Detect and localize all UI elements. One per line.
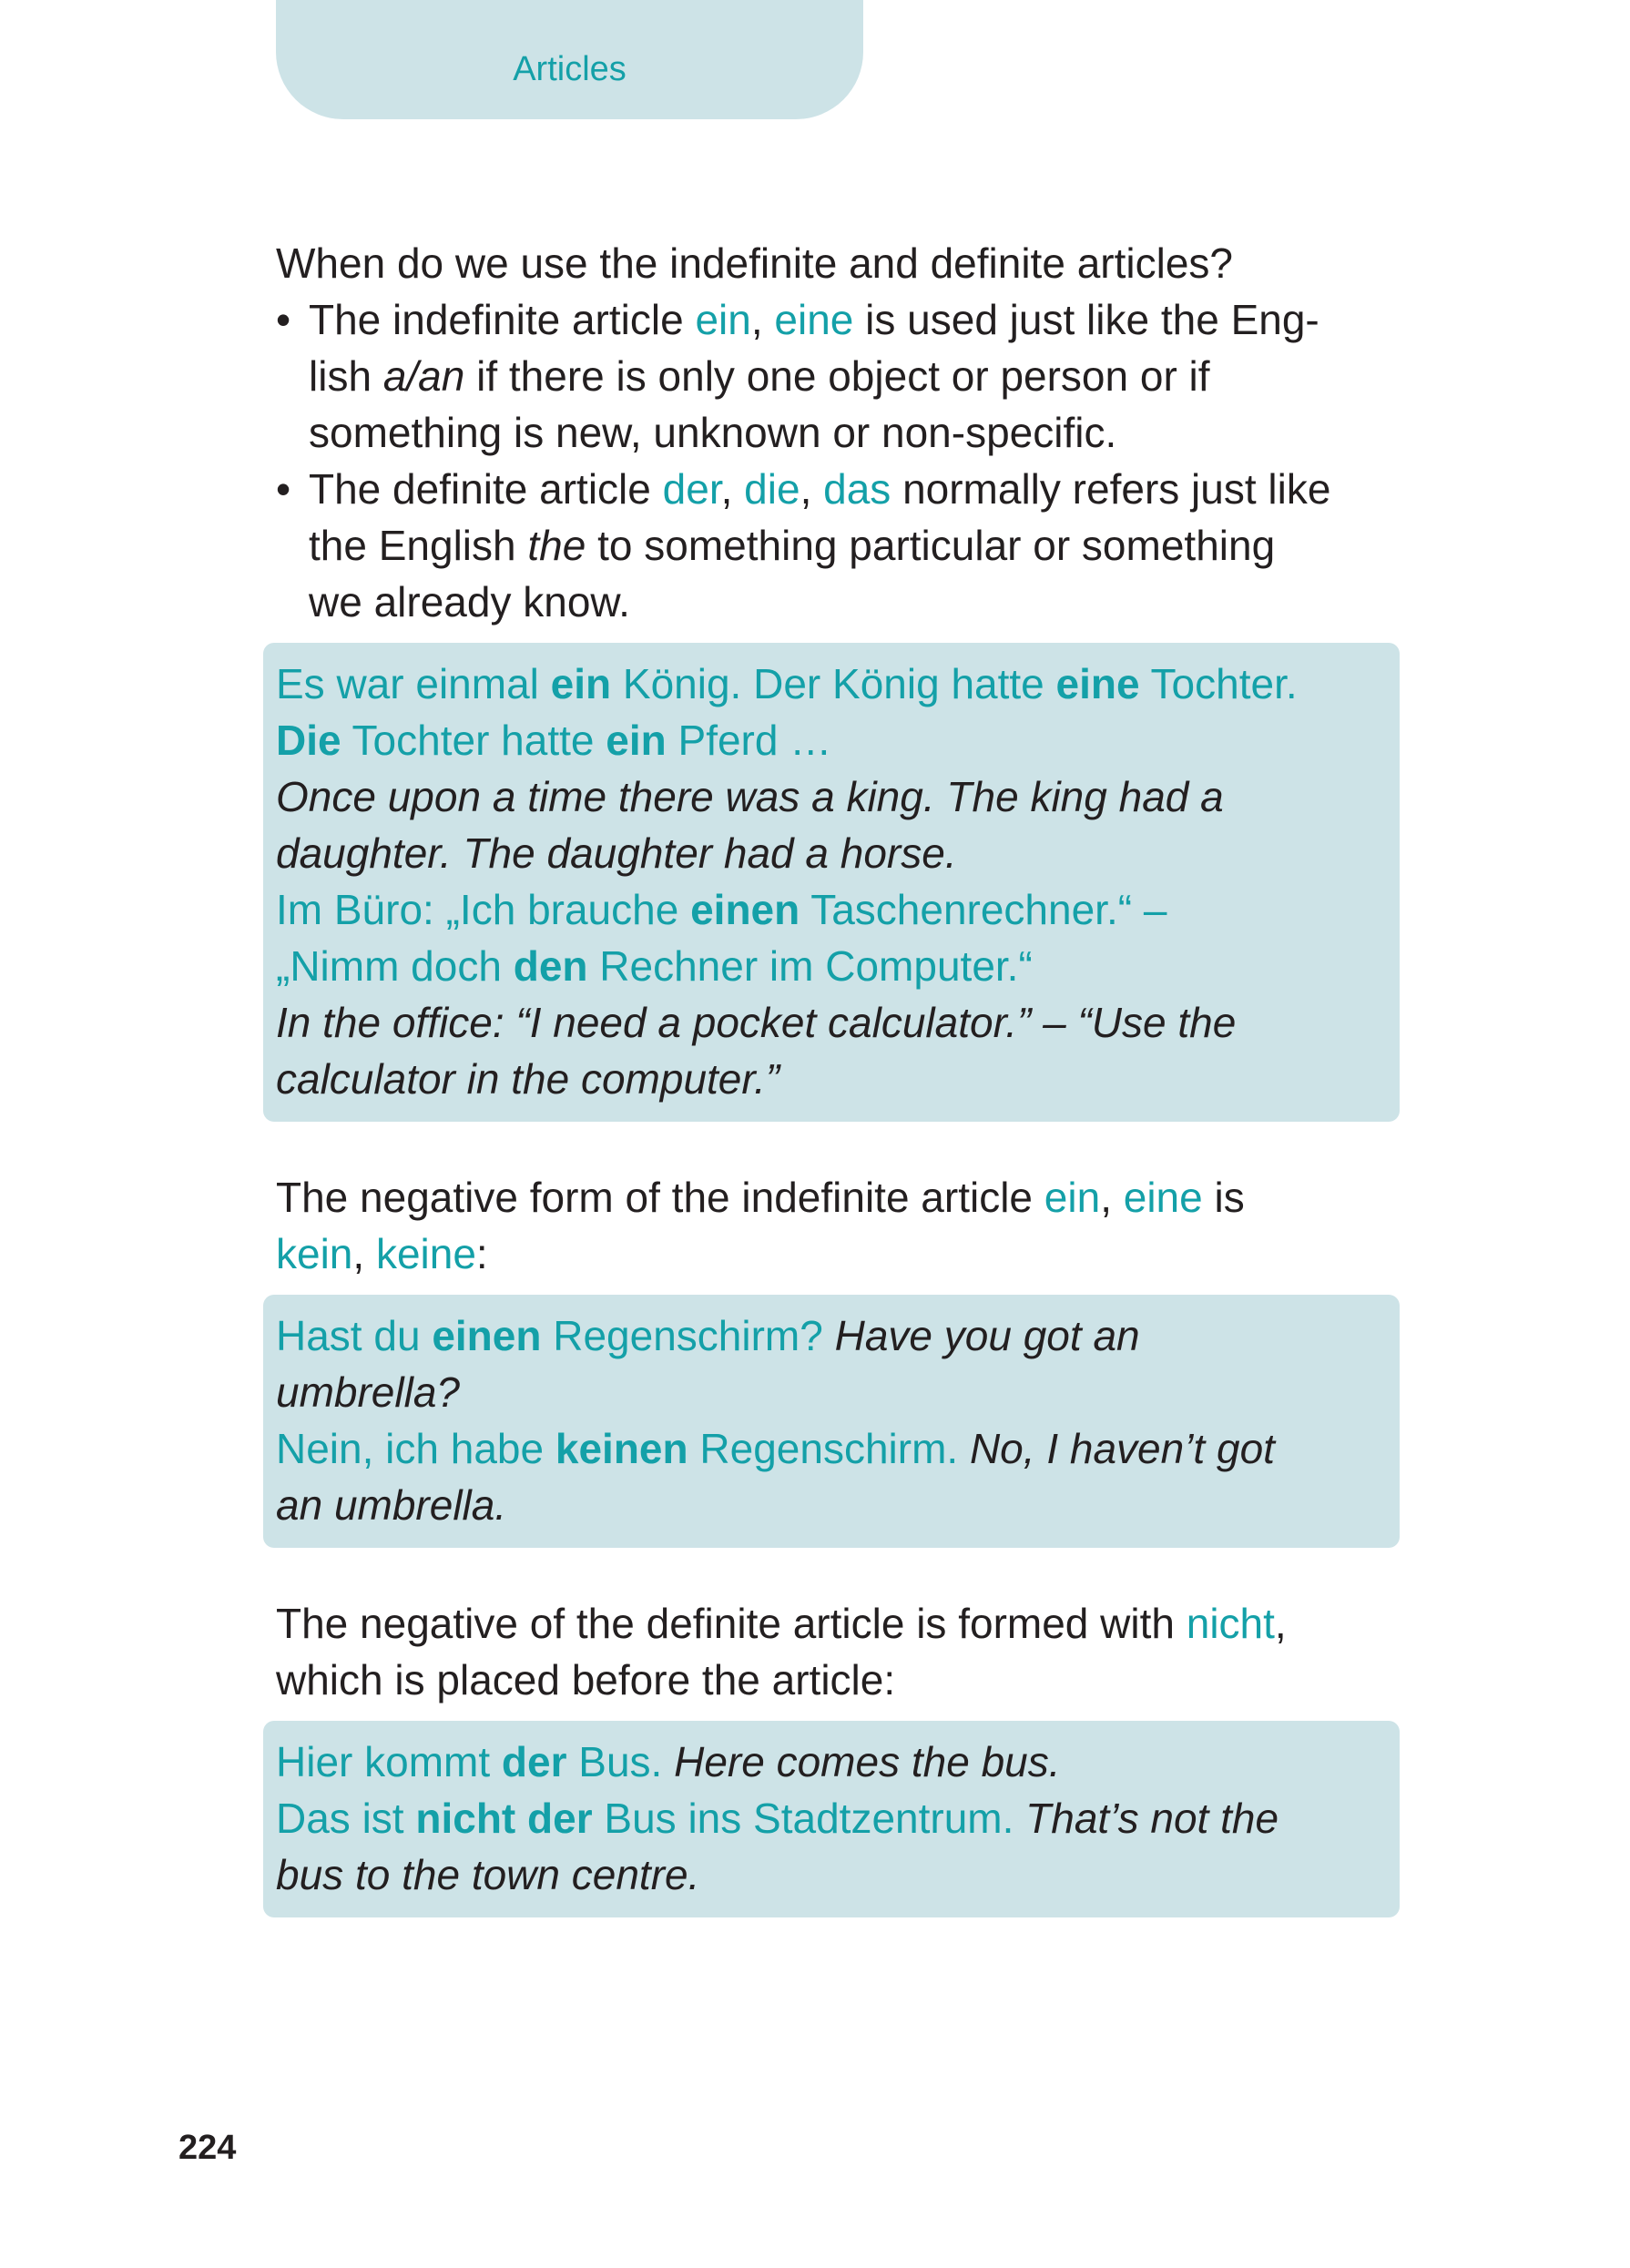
- german-term: eine: [1123, 1174, 1203, 1221]
- separator: ,: [352, 1230, 376, 1277]
- example-box-kein: [263, 1295, 1400, 1548]
- german-text: Regenschirm.: [688, 1425, 959, 1472]
- separator: ,: [720, 465, 745, 513]
- german-article: ein: [606, 717, 667, 764]
- bullet-text: the English: [309, 522, 528, 569]
- intro-question: When do we use the indefinite and definite articles?: [276, 239, 1233, 287]
- example-line-german: [276, 881, 1387, 938]
- german-text: König. Der König hatte: [611, 660, 1056, 707]
- page-number: 224: [178, 2129, 237, 2167]
- german-text: Hier kommt: [276, 1738, 502, 1785]
- para-text: is: [1202, 1174, 1245, 1221]
- german-term: eine: [774, 296, 854, 343]
- example-box-articles: [263, 643, 1400, 1122]
- example-line-english: bus to the town centre.: [276, 1851, 700, 1898]
- separator: ,: [750, 296, 775, 343]
- english-text: No, I haven’t got: [958, 1425, 1275, 1472]
- german-article: Die: [276, 717, 341, 764]
- german-term: nicht: [1186, 1600, 1275, 1647]
- german-term: der: [662, 465, 721, 513]
- german-text: Bus.: [566, 1738, 663, 1785]
- german-article: keinen: [555, 1425, 688, 1472]
- english-text: That’s not the: [1014, 1795, 1279, 1842]
- negative-definite-explanation: [276, 1595, 1405, 1708]
- german-text: Regenschirm?: [541, 1312, 823, 1359]
- english-term: a/an: [382, 352, 465, 400]
- german-text: Es war einmal: [276, 660, 551, 707]
- para-text: ,: [1274, 1600, 1287, 1647]
- example-line: [276, 1790, 1387, 1846]
- german-text: Taschenrechner.“ –: [800, 886, 1167, 933]
- bullet-text: if there is only one object or person or if: [464, 352, 1210, 400]
- german-text: Bus ins Stadtzentrum.: [592, 1795, 1014, 1842]
- german-term: das: [823, 465, 891, 513]
- german-term: ein: [1044, 1174, 1101, 1221]
- section-tab-label: Articles: [513, 50, 627, 88]
- example-box-nicht: [263, 1721, 1400, 1917]
- german-article: eine: [1055, 660, 1140, 707]
- example-line-english: an umbrella.: [276, 1481, 507, 1529]
- example-line-english: calculator in the computer.”: [276, 1055, 780, 1103]
- bullet-text: The definite article: [309, 465, 663, 513]
- example-line-english: daughter. The daughter had a horse.: [276, 829, 957, 877]
- german-text: Tochter hatte: [341, 717, 606, 764]
- para-text: :: [475, 1230, 488, 1277]
- english-text: Here comes the bus.: [662, 1738, 1061, 1785]
- para-text: which is placed before the article:: [276, 1656, 896, 1704]
- section-tab: [276, 0, 863, 119]
- english-term: the: [527, 522, 586, 569]
- para-text: The negative of the definite article is formed with: [276, 1600, 1187, 1647]
- german-article: ein: [550, 660, 612, 707]
- separator: ,: [800, 465, 824, 513]
- example-line-german: [276, 656, 1387, 712]
- german-text: Tochter.: [1139, 660, 1298, 707]
- example-line-german: [276, 712, 1387, 768]
- german-article: nicht der: [415, 1795, 593, 1842]
- example-line-english: umbrella?: [276, 1368, 460, 1416]
- example-line-english: Once upon a time there was a king. The king had a: [276, 773, 1224, 820]
- german-term: keine: [375, 1230, 476, 1277]
- example-line: [276, 1734, 1387, 1790]
- example-line-german: [276, 938, 1387, 994]
- bullet-indefinite: [276, 291, 1405, 461]
- german-article: einen: [690, 886, 800, 933]
- page-content: [276, 235, 1405, 1917]
- bullet-definite: [276, 461, 1405, 630]
- german-term: die: [744, 465, 800, 513]
- negative-indefinite-explanation: [276, 1169, 1405, 1282]
- example-line: [276, 1420, 1387, 1477]
- german-article: den: [513, 942, 588, 990]
- german-article: einen: [432, 1312, 542, 1359]
- bullet-text: we already know.: [309, 578, 630, 625]
- usage-bullet-list: [276, 291, 1405, 630]
- german-text: Rechner im Computer.“: [587, 942, 1033, 990]
- example-line-english: In the office: “I need a pocket calculator.” – “Use the: [276, 999, 1237, 1046]
- german-text: Im Büro: „Ich brauche: [276, 886, 691, 933]
- separator: ,: [1100, 1174, 1124, 1221]
- english-text: Have you got an: [822, 1312, 1140, 1359]
- german-term: kein: [276, 1230, 353, 1277]
- german-text: Das ist: [276, 1795, 416, 1842]
- bullet-text: something is new, unknown or non-specific.: [309, 409, 1117, 456]
- example-line: [276, 1307, 1387, 1364]
- german-text: Hast du: [276, 1312, 433, 1359]
- bullet-text: to something particular or something: [586, 522, 1276, 569]
- german-article: der: [501, 1738, 567, 1785]
- german-term: ein: [695, 296, 751, 343]
- german-text: Nein, ich habe: [276, 1425, 555, 1472]
- german-text: Pferd …: [666, 717, 832, 764]
- bullet-text: normally refers just like: [891, 465, 1331, 513]
- bullet-text: is used just like the Eng-: [853, 296, 1319, 343]
- para-text: The negative form of the indefinite article: [276, 1174, 1044, 1221]
- bullet-text: lish: [309, 352, 383, 400]
- german-text: „Nimm doch: [276, 942, 514, 990]
- bullet-text: The indefinite article: [309, 296, 696, 343]
